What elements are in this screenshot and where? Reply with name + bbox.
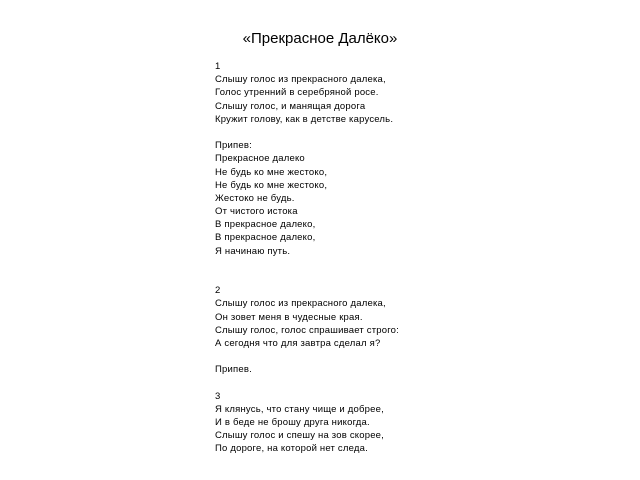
lyric-line: Я клянусь, что стану чище и добрее, bbox=[215, 403, 384, 415]
lyric-line: Голос утренний в серебряной росе. bbox=[215, 87, 379, 99]
verse-number: 1 bbox=[215, 61, 221, 72]
lyric-line: По дороге, на которой нет следа. bbox=[215, 443, 368, 455]
lyric-line: В прекрасное далеко, bbox=[215, 219, 316, 231]
verse-2 bbox=[215, 271, 615, 350]
lyric-line: Кружит голову, как в детстве карусель. bbox=[215, 113, 394, 125]
verse-number: 3 bbox=[215, 390, 221, 402]
lyric-line: Слышу голос, и манящая дорога bbox=[215, 100, 366, 112]
lyric-line: Слышу голос из прекрасного далека, bbox=[215, 74, 386, 86]
chorus-heading: Припев: bbox=[215, 140, 252, 152]
lyric-line: От чистого истока bbox=[215, 206, 298, 218]
chorus-reference bbox=[215, 363, 615, 376]
blank-line bbox=[215, 271, 615, 284]
verse-number: 2 bbox=[215, 285, 221, 297]
lyric-line: Он зовет меня в чудесные края. bbox=[215, 311, 363, 323]
document-title: «Прекрасное Далёко» bbox=[242, 30, 398, 47]
lyric-line: Не будь ко мне жестоко, bbox=[215, 179, 328, 191]
lyric-line: Прекрасное далеко bbox=[215, 153, 305, 165]
lyric-line: Слышу голос, голос спрашивает строго: bbox=[215, 324, 400, 336]
chorus bbox=[215, 139, 615, 258]
lyric-line: И в беде не брошу друга никогда. bbox=[215, 417, 370, 429]
lyrics-body bbox=[215, 60, 615, 469]
lyric-line: Не будь ко мне жестоко, bbox=[215, 166, 328, 178]
lyric-line: Жестоко не будь. bbox=[215, 192, 295, 204]
lyric-line: Слышу голос из прекрасного далека, bbox=[215, 298, 386, 310]
verse-3 bbox=[215, 390, 615, 456]
lyric-line: Слышу голос и спешу на зов скорее, bbox=[215, 430, 385, 442]
verse-1 bbox=[215, 60, 615, 126]
chorus-heading: Припев. bbox=[215, 364, 252, 376]
lyric-line: А сегодня что для завтра сделал я? bbox=[215, 337, 381, 349]
lyric-line: Я начинаю путь. bbox=[215, 245, 291, 257]
lyric-line: В прекрасное далеко, bbox=[215, 232, 316, 244]
